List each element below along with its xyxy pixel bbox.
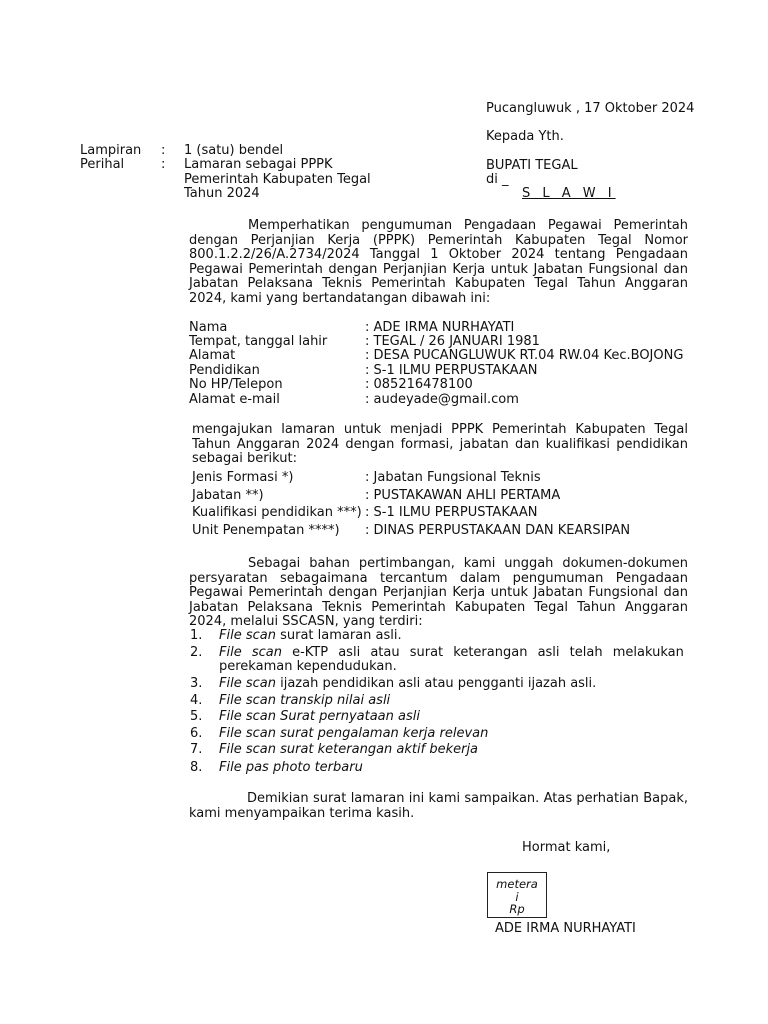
- identity-label: Alamat: [189, 348, 236, 363]
- doc-name: File scan Surat pernyataan asli: [219, 709, 420, 724]
- formation-label: Jenis Formasi *): [192, 470, 294, 485]
- meterai-text: metera: [496, 877, 538, 891]
- identity-value: : audeyade@gmail.com: [365, 392, 519, 407]
- formation-label: Unit Penempatan ****): [192, 523, 340, 538]
- identity-label: Nama: [189, 320, 228, 335]
- identity-value: : S-1 ILMU PERPUSTAKAAN: [365, 363, 538, 378]
- meta-value-lampiran: 1 (satu) bendel: [184, 143, 284, 158]
- recipient: BUPATI TEGAL: [486, 158, 578, 173]
- salutation-to: Kepada Yth.: [486, 129, 564, 144]
- doc-name: File pas photo terbaru: [219, 760, 363, 775]
- identity-label: No HP/Telepon: [189, 377, 283, 392]
- formation-value: : DINAS PERPUSTAKAAN DAN KEARSIPAN: [365, 523, 631, 538]
- list-number: 4.: [190, 693, 203, 708]
- meta-value-perihal: Lamaran sebagai PPPK: [184, 157, 333, 172]
- regards: Hormat kami,: [522, 840, 611, 855]
- intro-paragraph: Memperhatikan pengumuman Pengadaan Pegawai Pemerintah dengan Perjanjian Kerja (PPPK) Pemerintah Kabupaten Tegal Nomor 800.1.2.2/26/A.2734/2024 Tanggal 1 Oktober 2024 tentang Pengadaan Pegawai Pemerintah dengan Perjanjian Kerja untuk Jabatan Fungsional dan Jabatan Pelaksana Teknis Pemerintah Kabupaten Tegal Tahun Anggaran 2024, kami yang bertandatangan dibawah ini:: [189, 218, 688, 306]
- list-number: 8.: [190, 760, 203, 775]
- identity-value: : DESA PUCANGLUWUK RT.04 RW.04 Kec.BOJONG: [365, 348, 684, 363]
- doc-name: File scan: [219, 676, 276, 691]
- documents-paragraph: Sebagai bahan pertimbangan, kami unggah dokumen-dokumen persyaratan sebagaimana tercantum dalam pengumuman Pengadaan Pegawai Pemerintah dengan Perjanjian Kerja untuk Jabatan Fungsional dan Jabatan Pelaksana Teknis Pemerintah Kabupaten Tegal Tahun Anggaran 2024, melalui SSCASN, yang terdiri:: [189, 556, 688, 629]
- meterai-text: i: [515, 889, 519, 904]
- identity-value: : ADE IRMA NURHAYATI: [365, 320, 515, 335]
- list-number: 1.: [190, 628, 203, 643]
- formation-label: Kualifikasi pendidikan ***): [192, 505, 362, 520]
- meta-label-lampiran: Lampiran: [80, 143, 142, 158]
- closing-paragraph: Demikian surat lamaran ini kami sampaikan. Atas perhatian Bapak, kami menyampaikan terima kasih.: [189, 791, 688, 821]
- meterai-text: Rp: [509, 902, 525, 916]
- formation-value: : Jabatan Fungsional Teknis: [365, 470, 541, 485]
- identity-label: Pendidikan: [189, 363, 260, 378]
- doc-name: File scan: [219, 628, 276, 643]
- list-number: 2.: [190, 645, 203, 660]
- doc-desc: e-KTP asli atau surat keterangan asli telah melakukan: [281, 645, 684, 660]
- doc-desc: ijazah pendidikan asli atau pengganti ijazah asli.: [275, 676, 597, 691]
- meterai-stamp-box: [487, 872, 547, 918]
- formation-value: : PUSTAKAWAN AHLI PERTAMA: [365, 488, 561, 503]
- recipient-di: di _: [486, 172, 509, 187]
- meta-label-perihal: Perihal: [80, 157, 125, 172]
- doc-desc-cont: perekaman kependudukan.: [219, 659, 397, 674]
- list-number: 3.: [190, 676, 203, 691]
- doc-desc: surat lamaran asli.: [275, 628, 402, 643]
- identity-value: : TEGAL / 26 JANUARI 1981: [365, 334, 540, 349]
- place-date: Pucangluwuk , 17 Oktober 2024: [486, 101, 695, 116]
- list-number: 7.: [190, 742, 203, 757]
- doc-name: File scan surat keterangan aktif bekerja: [219, 742, 479, 757]
- meta-sep: :: [161, 157, 166, 172]
- doc-name: File scan surat pengalaman kerja relevan: [219, 726, 489, 741]
- perihal-continuation: Pemerintah Kabupaten Tegal: [184, 172, 371, 187]
- recipient-city: S L A W I: [522, 186, 616, 201]
- identity-label: Tempat, tanggal lahir: [189, 334, 328, 349]
- signer-name: ADE IRMA NURHAYATI: [495, 921, 636, 936]
- doc-name: File scan transkip nilai asli: [219, 693, 391, 708]
- list-number: 5.: [190, 709, 203, 724]
- application-paragraph: mengajukan lamaran untuk menjadi PPPK Pemerintah Kabupaten Tegal Tahun Anggaran 2024 dengan formasi, jabatan dan kualifikasi pendidikan sebagai berikut:: [192, 422, 688, 466]
- perihal-continuation: Tahun 2024: [184, 186, 260, 201]
- formation-value: : S-1 ILMU PERPUSTAKAAN: [365, 505, 538, 520]
- meta-sep: :: [161, 143, 166, 158]
- formation-label: Jabatan **): [192, 488, 264, 503]
- doc-name: File scan: [219, 645, 282, 660]
- identity-label: Alamat e-mail: [189, 392, 280, 407]
- identity-value: : 085216478100: [365, 377, 473, 392]
- list-number: 6.: [190, 726, 203, 741]
